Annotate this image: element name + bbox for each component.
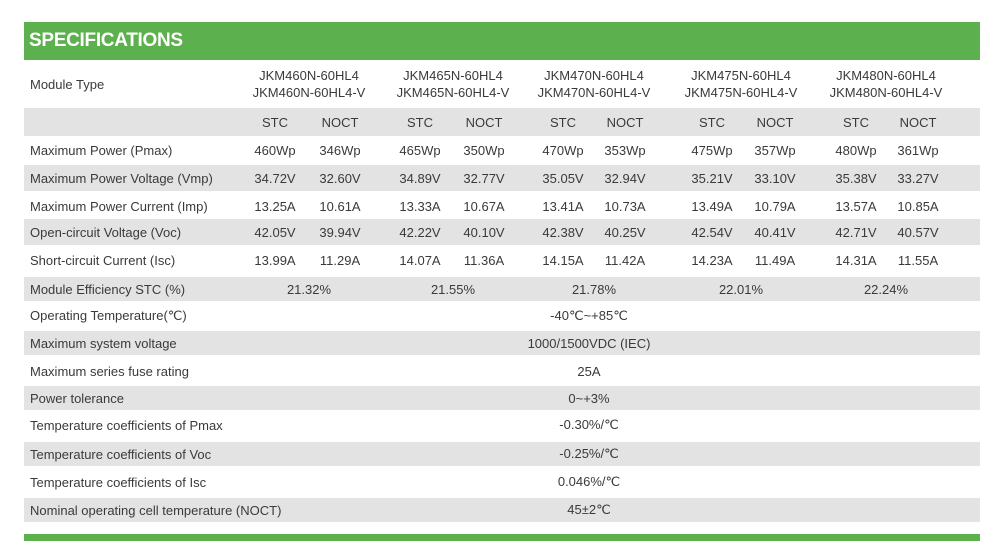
model-name-variant: JKM475N-60HL4-V: [684, 85, 798, 100]
stc-value: 42.05V: [254, 224, 296, 240]
model-name: [253, 63, 366, 105]
stc-value: 34.72V: [254, 170, 296, 186]
row-label: Maximum system voltage: [30, 335, 177, 351]
noct-header: NOCT: [899, 114, 937, 130]
noct-value: 353Wp: [604, 142, 646, 158]
noct-value: 10.73A: [604, 198, 646, 214]
page-title: SPECIFICATIONS: [29, 30, 183, 51]
common-value: 1000/1500VDC (IEC): [527, 335, 651, 351]
spec-row: [24, 304, 980, 328]
row-label: Operating Temperature(℃): [30, 308, 187, 323]
spec-row: [24, 442, 980, 466]
row-label: Maximum Power Current (Imp): [30, 198, 208, 214]
stc-header: STC: [843, 114, 869, 130]
noct-header: NOCT: [465, 114, 503, 130]
noct-value: 10.79A: [754, 198, 796, 214]
spec-row: [24, 137, 980, 163]
stc-value: 14.07A: [399, 252, 441, 268]
noct-value: 33.10V: [754, 170, 796, 186]
common-value: 0.046%/℃: [557, 474, 621, 489]
stc-value: 13.33A: [399, 198, 441, 214]
row-label: Maximum Power (Pmax): [30, 142, 173, 158]
noct-value: 11.55A: [897, 252, 939, 268]
common-value: -40℃~+85℃: [550, 308, 628, 323]
stc-value: 42.54V: [691, 224, 733, 240]
footer-bar: [24, 534, 980, 541]
row-label: Maximum Power Voltage (Vmp): [30, 170, 213, 186]
spec-row: [24, 359, 980, 383]
model-name: [830, 63, 943, 105]
model-name: [538, 63, 651, 105]
stc-value: 460Wp: [254, 142, 296, 158]
specifications-header: [24, 22, 980, 60]
model-name-primary: JKM475N-60HL4: [691, 68, 791, 83]
noct-header: NOCT: [606, 114, 644, 130]
noct-value: 32.94V: [604, 170, 646, 186]
module-type-row: [24, 63, 980, 105]
model-name-primary: JKM460N-60HL4: [259, 68, 359, 83]
noct-value: 10.61A: [319, 198, 361, 214]
row-label: Temperature coefficients of Voc: [30, 446, 212, 462]
noct-header: NOCT: [756, 114, 794, 130]
noct-value: 40.41V: [754, 224, 796, 240]
model-name-primary: JKM465N-60HL4: [403, 68, 503, 83]
model-name-variant: JKM460N-60HL4-V: [252, 85, 366, 100]
stc-value: 13.49A: [691, 198, 733, 214]
noct-value: 33.27V: [897, 170, 939, 186]
stc-header: STC: [699, 114, 725, 130]
common-value: 25A: [577, 363, 601, 379]
noct-value: 32.77V: [463, 170, 505, 186]
row-label: Power tolerance: [30, 390, 124, 406]
stc-value: 42.38V: [542, 224, 584, 240]
noct-header: NOCT: [321, 114, 359, 130]
stc-value: 34.89V: [399, 170, 441, 186]
spec-row: [24, 219, 980, 245]
model-name-primary: JKM480N-60HL4: [836, 68, 936, 83]
spec-row: [24, 498, 980, 522]
efficiency-value: 21.55%: [430, 281, 476, 297]
model-name-variant: JKM465N-60HL4-V: [396, 85, 510, 100]
stc-header: STC: [262, 114, 288, 130]
row-label: Temperature coefficients of Isc: [30, 474, 207, 490]
model-name-variant: JKM470N-60HL4-V: [537, 85, 651, 100]
efficiency-row: [24, 277, 980, 301]
spec-row: [24, 470, 980, 494]
efficiency-value: 22.01%: [718, 281, 764, 297]
noct-value: 350Wp: [463, 142, 505, 158]
noct-value: 361Wp: [897, 142, 939, 158]
stc-value: 13.41A: [542, 198, 584, 214]
stc-value: 35.38V: [835, 170, 877, 186]
stc-value: 42.22V: [399, 224, 441, 240]
noct-value: 39.94V: [319, 224, 361, 240]
stc-value: 465Wp: [399, 142, 441, 158]
noct-value: 346Wp: [319, 142, 361, 158]
efficiency-value: 22.24%: [863, 281, 909, 297]
row-label: Maximum series fuse rating: [30, 363, 189, 379]
spec-row: [24, 331, 980, 355]
stc-value: 14.23A: [691, 252, 733, 268]
noct-value: 40.57V: [897, 224, 939, 240]
stc-value: 13.25A: [254, 198, 296, 214]
stc-value: 14.15A: [542, 252, 584, 268]
noct-value: 32.60V: [319, 170, 361, 186]
noct-value: 11.42A: [604, 252, 646, 268]
model-name: [685, 63, 798, 105]
row-label: Short-circuit Current (Isc): [30, 252, 176, 268]
efficiency-value: 21.32%: [286, 281, 332, 297]
common-value: -0.25%/℃: [559, 446, 619, 461]
spec-row: [24, 413, 980, 437]
noct-value: 11.36A: [463, 252, 505, 268]
stc-value: 480Wp: [835, 142, 877, 158]
stc-value: 35.21V: [691, 170, 733, 186]
spec-row: [24, 247, 980, 273]
common-value: 0~+3%: [568, 390, 610, 406]
noct-value: 357Wp: [754, 142, 796, 158]
stc-value: 475Wp: [691, 142, 733, 158]
row-label: Module Type: [30, 76, 105, 92]
condition-header-row: [24, 108, 980, 136]
noct-value: 40.10V: [463, 224, 505, 240]
stc-header: STC: [407, 114, 433, 130]
stc-value: 470Wp: [542, 142, 584, 158]
model-name-primary: JKM470N-60HL4: [544, 68, 644, 83]
common-value: -0.30%/℃: [559, 417, 619, 432]
noct-value: 10.85A: [897, 198, 939, 214]
stc-header: STC: [550, 114, 576, 130]
model-name: [397, 63, 510, 105]
row-label: Temperature coefficients of Pmax: [30, 417, 223, 433]
stc-value: 35.05V: [542, 170, 584, 186]
efficiency-value: 21.78%: [571, 281, 617, 297]
stc-value: 42.71V: [835, 224, 877, 240]
spec-row: [24, 193, 980, 219]
noct-value: 10.67A: [463, 198, 505, 214]
noct-value: 11.49A: [754, 252, 796, 268]
common-value: 45±2℃: [567, 502, 611, 517]
stc-value: 14.31A: [835, 252, 877, 268]
spec-row: [24, 386, 980, 410]
noct-value: 11.29A: [319, 252, 361, 268]
row-label: Nominal operating cell temperature (NOCT): [30, 502, 282, 518]
stc-value: 13.99A: [254, 252, 296, 268]
row-label: Open-circuit Voltage (Voc): [30, 224, 182, 240]
spec-row: [24, 165, 980, 191]
model-name-variant: JKM480N-60HL4-V: [829, 85, 943, 100]
stc-value: 13.57A: [835, 198, 877, 214]
row-label: Module Efficiency STC (%): [30, 281, 186, 297]
noct-value: 40.25V: [604, 224, 646, 240]
